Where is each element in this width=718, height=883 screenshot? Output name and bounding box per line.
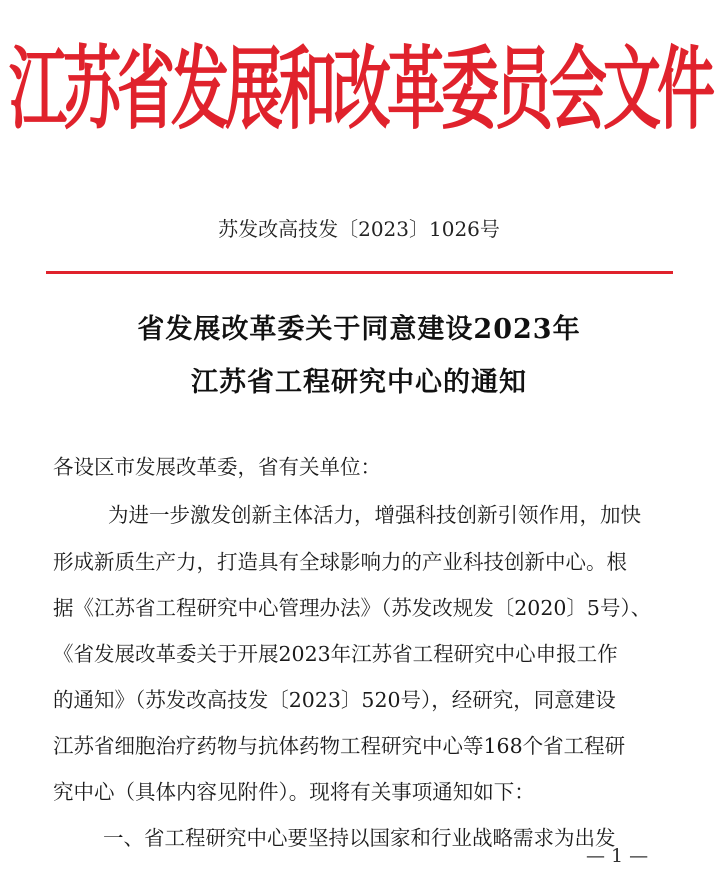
red-divider	[46, 271, 673, 274]
paragraph-line: 形成新质生产力，打造具有全球影响力的产业科技创新中心。根	[53, 550, 627, 574]
page-number: — 1 —	[586, 845, 649, 867]
paragraph-line: 的通知》（苏发改高技发〔2023〕520号），经研究，同意建设	[53, 688, 616, 712]
paragraph-line: 据《江苏省工程研究中心管理办法》（苏发改规发〔2020〕5号）、	[53, 596, 652, 620]
notice-title-line-1: 省发展改革委关于同意建设2023年	[137, 314, 581, 345]
paragraph-line: 江苏省细胞治疗药物与抗体药物工程研究中心等168个省工程研	[53, 734, 626, 758]
notice-title-line-2: 江苏省工程研究中心的通知	[191, 367, 527, 398]
salutation: 各设区市发展改革委，省有关单位：	[53, 455, 381, 479]
paragraph-line: 究中心（具体内容见附件）。现将有关事项通知如下：	[53, 780, 535, 804]
paragraph-line: 一、省工程研究中心要坚持以国家和行业战略需求为出发	[103, 826, 616, 850]
paragraph-line: 《省发展改革委关于开展2023年江苏省工程研究中心申报工作	[53, 642, 618, 666]
masthead-title: 江苏省发展和改革委员会文件	[9, 36, 712, 142]
paragraph-line: 为进一步激发创新主体活力，增强科技创新引领作用，加快	[108, 503, 641, 527]
document-number: 苏发改高技发〔2023〕1026号	[218, 217, 500, 241]
